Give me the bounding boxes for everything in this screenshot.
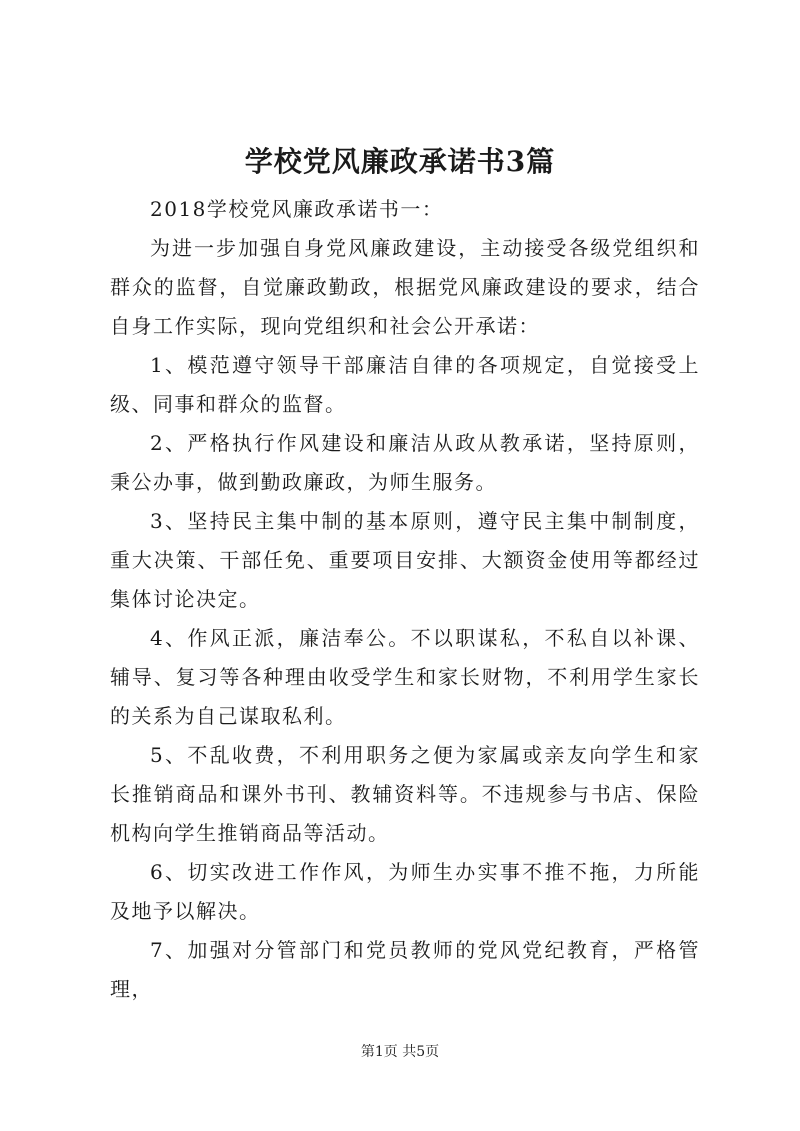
paragraph-intro: 为进一步加强自身党风廉政建设，主动接受各级党组织和群众的监督，自觉廉政勤政，根据党风廉政建设的要求，结合自身工作实际，现向党组织和社会公开承诺：: [110, 236, 700, 338]
paragraph-item-2: 2、严格执行作风建设和廉洁从政从教承诺，坚持原则，秉公办事，做到勤政廉政，为师生服务。: [110, 431, 700, 494]
document-body: [110, 190, 700, 1009]
paragraph-item-5: 5、不乱收费，不利用职务之便为家属或亲友向学生和家长推销商品和课外书刊、教辅资料等。不违规参与书店、保险机构向学生推销商品等活动。: [110, 743, 700, 845]
document-title: 学校党风廉政承诺书3篇: [244, 145, 556, 178]
paragraph-item-6: 6、切实改进工作作风，为师生办实事不推不拖，力所能及地予以解决。: [110, 860, 700, 923]
paragraph-heading: 2018学校党风廉政承诺书一：: [150, 197, 444, 221]
page-number: 第1页 共5页: [360, 1044, 440, 1060]
paragraph-item-7: 7、加强对分管部门和党员教师的党风党纪教育，严格管理，: [110, 938, 700, 1001]
paragraph-item-3: 3、坚持民主集中制的基本原则，遵守民主集中制制度，重大决策、干部任免、重要项目安排、大额资金使用等都经过集体讨论决定。: [110, 509, 700, 611]
paragraph-item-1: 1、模范遵守领导干部廉洁自律的各项规定，自觉接受上级、同事和群众的监督。: [110, 353, 700, 416]
paragraph-item-4: 4、作风正派，廉洁奉公。不以职谋私，不私自以补课、辅导、复习等各种理由收受学生和家长财物，不利用学生家长的关系为自己谋取私利。: [110, 626, 700, 728]
